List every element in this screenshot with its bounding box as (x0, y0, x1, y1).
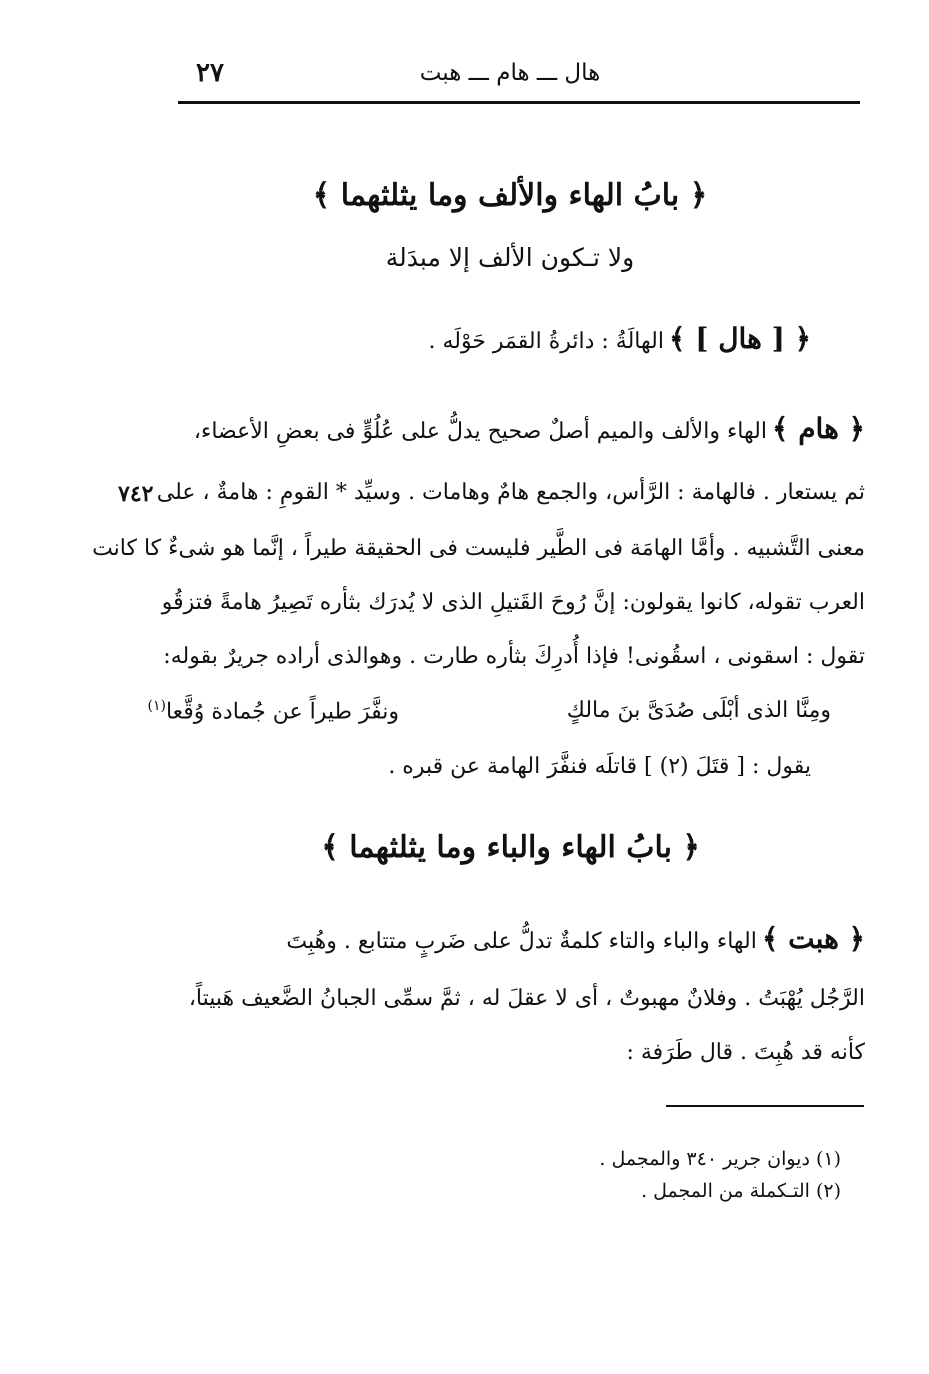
entry-hal-definition: الهالَةُ : دائرةُ القمَر حَوْلَه . (428, 329, 664, 354)
entry-word-ham: ﴿ هام ﴾ (772, 412, 865, 445)
verse-second-text: ونفَّرَ طيراً عن جُمادة وُقَّعا (165, 699, 399, 725)
margin-number: ٧٤٢ (118, 481, 154, 507)
entry-word-hal: ﴿ [ هال ] ﴾ (669, 322, 811, 355)
entry-habat-text-1: الهاء والباء والتاء كلمةٌ تدلُّ على ضَربٍ متتابع . وهُبِتَ (286, 929, 757, 954)
header-rule (178, 101, 860, 104)
verse-first-hemistich: ومِنَّا الذى أبْلَى صُدَىَّ بنَ مالكٍ (566, 698, 831, 723)
entry-word-habat: ﴿ هبت ﴾ (761, 922, 865, 955)
section-heading-2: ﴿ بابُ الهاء والباء وما يثلثهما ﴾ (321, 830, 700, 865)
entry-ham-line-2: ثم يستعار . فالهامة : الرَّأس، والجمع هامٌ وهامات . وسيِّد * القومِ : هامةٌ ، على (156, 480, 865, 505)
section-heading-1: ﴿ بابُ الهاء والألف وما يثلثهما ﴾ (312, 178, 708, 213)
page-number: ٢٧ (196, 58, 224, 88)
entry-ham-line-1 (194, 412, 865, 447)
entry-ham-after-verse: يقول : [ قتَلَ (٢) ] قاتلَه فنفَّرَ الهامة عن قبره . (388, 754, 811, 779)
entry-ham-line-5: تقول : اسقونى ، اسقُونى! فإذا أُدرِكَ بثأره طارت . وهوالذى أراده جريرٌ بقوله: (163, 644, 865, 669)
entry-habat-line-3: كأنه قد هُبِتَ . قال طَرَفة : (626, 1040, 865, 1065)
entry-habat-line-2: الرَّجُل يُهْبَتُ . وفلانٌ مهبوتٌ ، أى لا عقلَ له ، ثمَّ سمِّى الجبانُ الضَّعيف هَبيتاً، (188, 986, 865, 1011)
entry-ham-text-1: الهاء والألف والميم أصلٌ صحيح يدلُّ على عُلُوٍّ فى بعضِ الأعضاء، (193, 419, 767, 444)
footnote-ref-1: (١) (147, 698, 166, 714)
entry-ham-line-4: العرب تقوله، كانوا يقولون: إنَّ رُوحَ القَتيلِ الذى لا يُدرَك بثأره تَصِيرُ هامةً فتزقُو (161, 590, 865, 615)
section-subheading-1: ولا تـكون الألف إلا مبدَلة (385, 243, 635, 272)
entry-ham-line-3: معنى التَّشبيه . وأمَّا الهامَة فى الطَّير فليست فى الحقيقة طيراً ، إنَّما هو شىءٌ كا كانت (92, 536, 865, 561)
entry-habat-line-1 (286, 922, 865, 957)
footnote-1: (١) ديوان جرير ٣٤٠ والمجمل . (599, 1148, 841, 1170)
footnote-rule (666, 1105, 864, 1107)
verse-second-hemistich (147, 698, 399, 724)
footnote-2: (٢) التـكملة من المجمل . (641, 1180, 841, 1202)
entry-hal (428, 322, 811, 357)
running-header-title: هال ـــ هام ـــ هبت (419, 60, 601, 86)
